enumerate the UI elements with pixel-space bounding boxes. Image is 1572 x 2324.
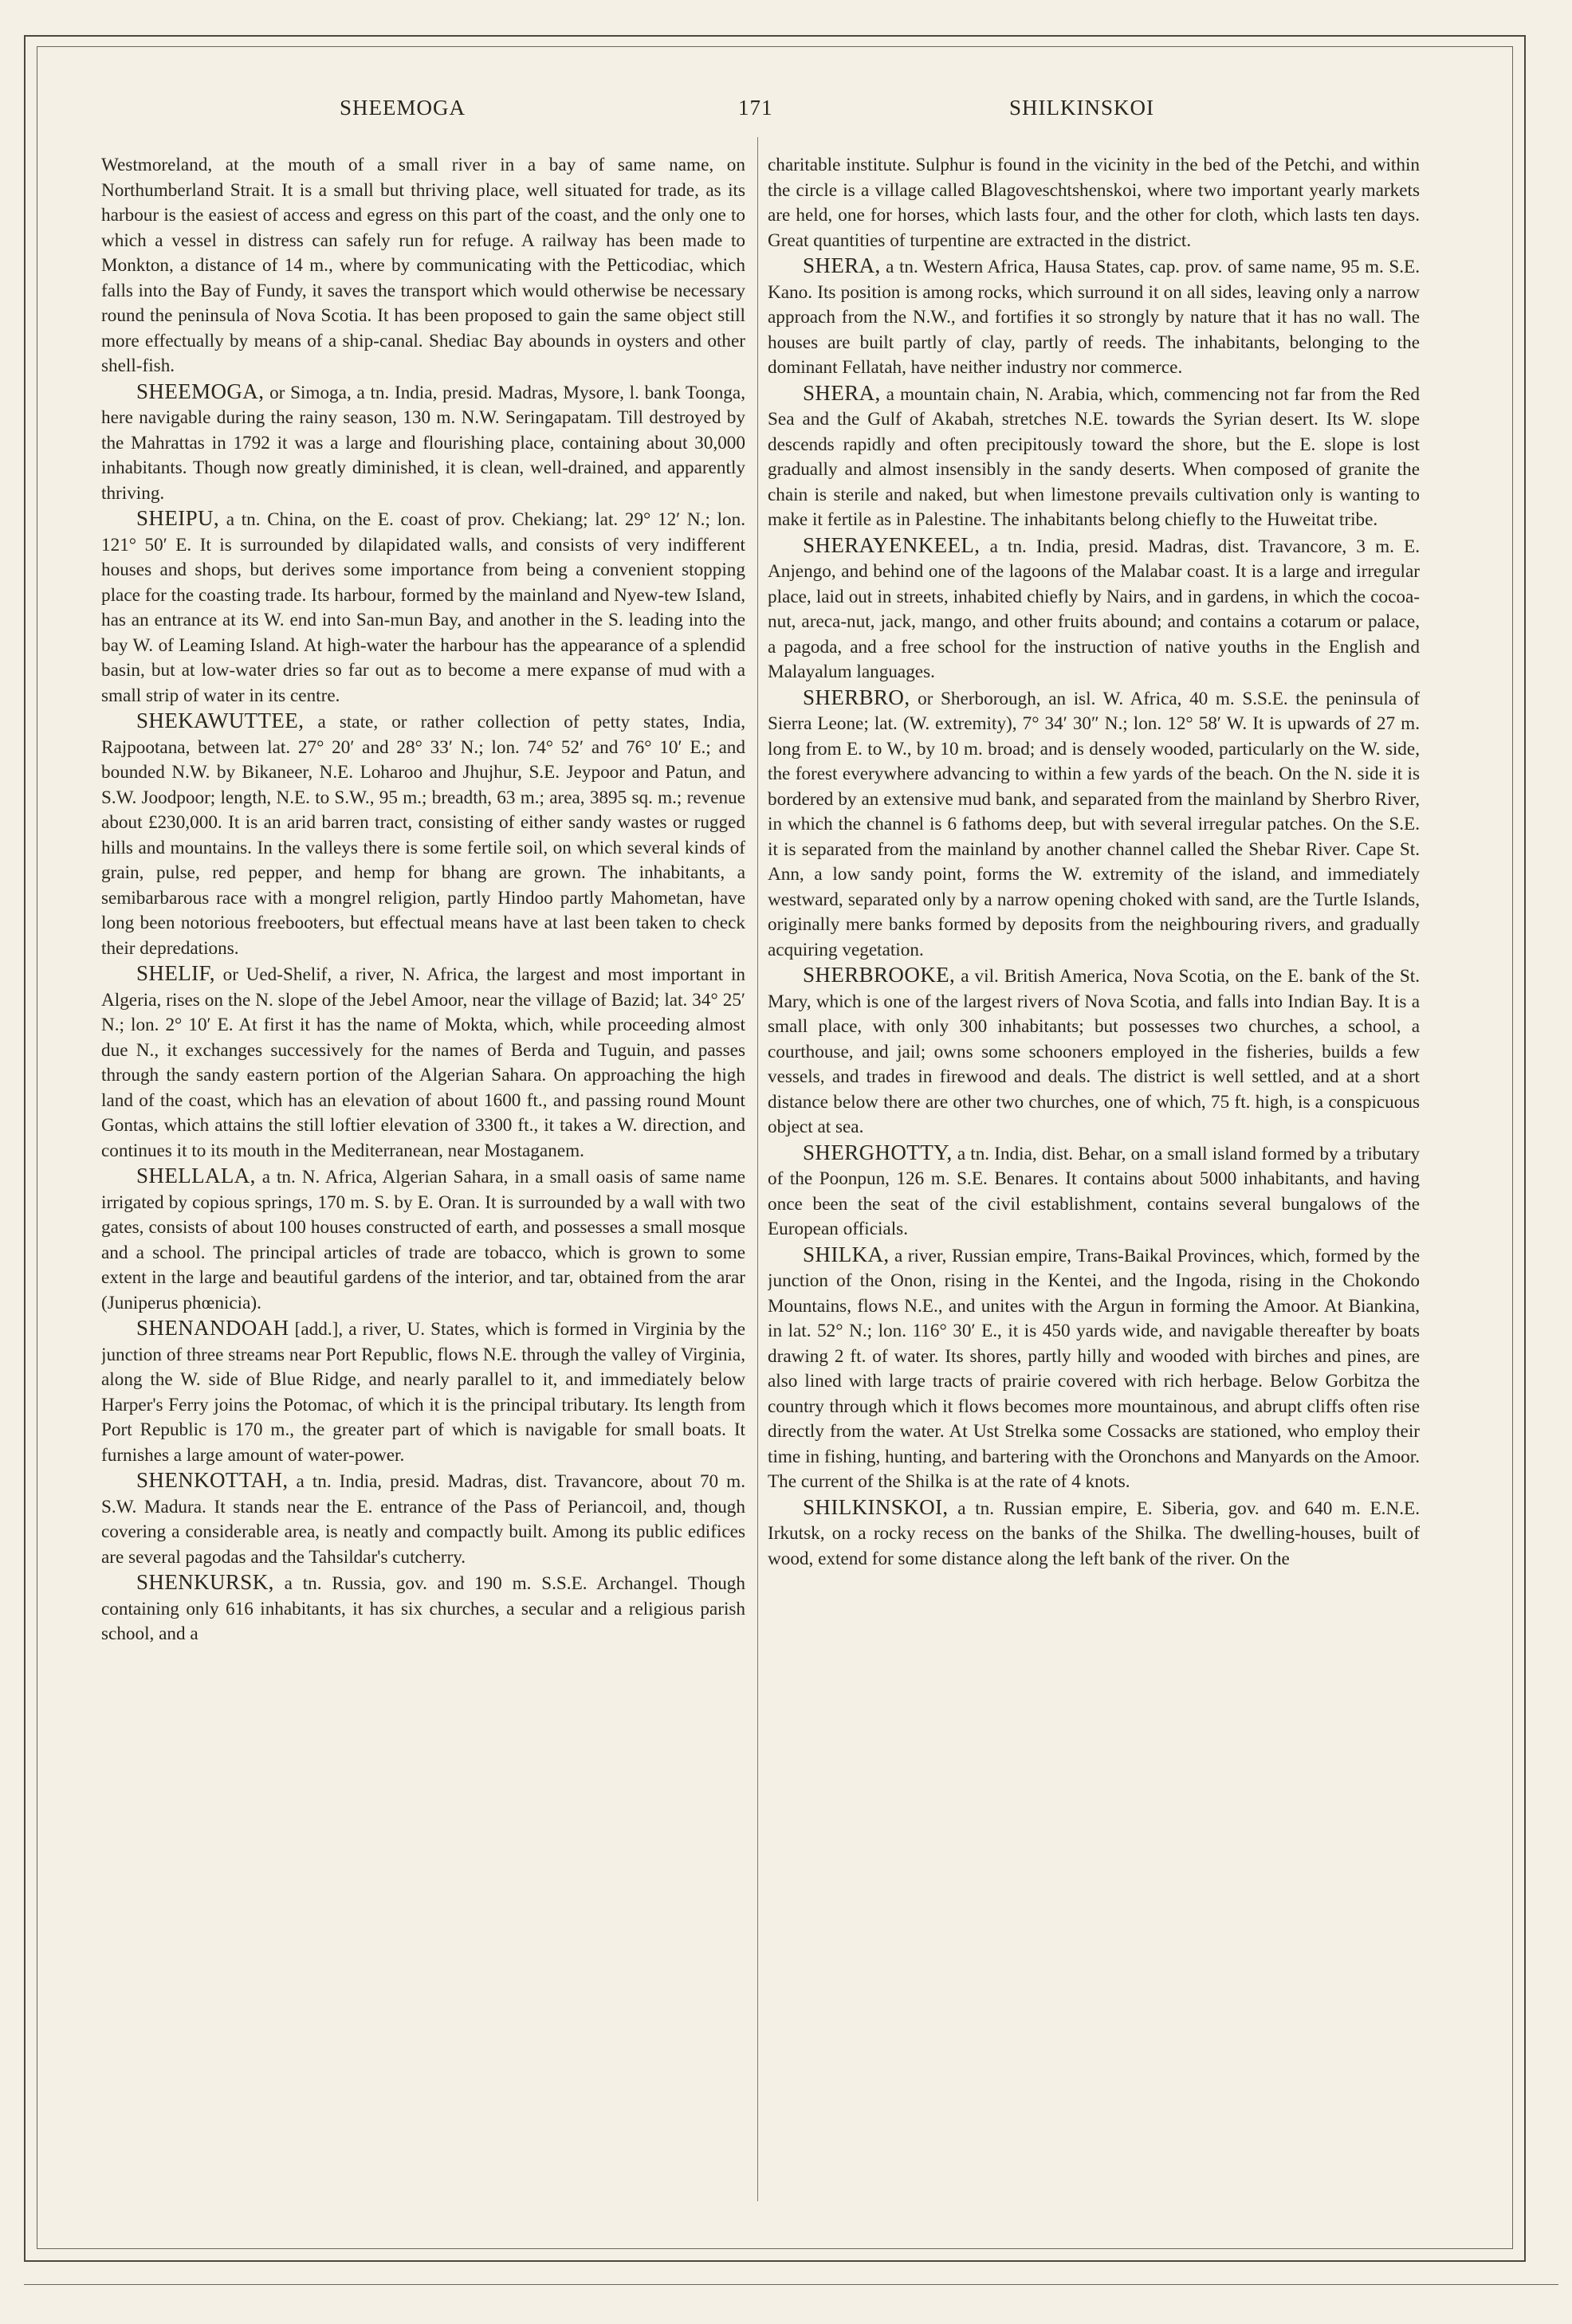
entry-headword: SHILKINSKOI, bbox=[803, 1494, 949, 1519]
entry-headword: SHERGHOTTY, bbox=[803, 1140, 953, 1164]
entry-paragraph bbox=[768, 1242, 1420, 1495]
entry-paragraph bbox=[101, 1164, 745, 1316]
entry-text: a tn. India, presid. Madras, dist. Travancore, 3 m. E. Anjengo, and behind one of the lagoons of the Malabar coast. It is a large and irregular place, laid out in streets, inhabited chiefly by Nairs, and in gardens, in which the cocoa-nut, areca-nut, jack, mango, and other fruits abound; and contains a cotarum or palace, a pagoda, and a free school for the instruction of native youths in the English and Malayalum languages. bbox=[768, 536, 1420, 682]
entry-headword: SHENKOTTAH, bbox=[136, 1468, 289, 1492]
entry-paragraph bbox=[101, 379, 745, 507]
entry-paragraph bbox=[101, 1570, 745, 1647]
entry-paragraph bbox=[768, 533, 1420, 685]
entry-paragraph bbox=[101, 506, 745, 709]
entry-text: a vil. British America, Nova Scotia, on the E. bank of the St. Mary, which is one of the largest rivers of Nova Scotia, and falls into Indian Bay. It is a small place, with only 300 inhabitants; but possesses two churches, a school, a courthouse, and jail; owns some schooners employed in the fisheries, builds a few vessels, and trades in firewood and deals. The district is well settled, and at a short distance below there are other two churches, one of which, 75 ft. high, is a conspicuous object at sea. bbox=[768, 966, 1420, 1137]
entry-paragraph bbox=[768, 1140, 1420, 1242]
entry-paragraph bbox=[768, 685, 1420, 964]
entry-text: a tn. Western Africa, Hausa States, cap. prov. of same name, 95 m. S.E. Kano. Its position is among rocks, which surround it on all sides, leaving only a narrow approach from the N.W., and fortifies it so strongly by nature that it has no wall. The houses are built partly of clay, partly of reeds. The inhabitants, belonging to the dominant Fellatah, have neither industry nor commerce. bbox=[768, 257, 1420, 378]
entry-text: or Ued-Shelif, a river, N. Africa, the largest and most important in Algeria, rises on the N. slope of the Jebel Amoor, near the village of Bazid; lat. 34° 25′ N.; lon. 2° 10′ E. At first it has the name of Mokta, which, while proceeding almost due N., it exchanges successively for the names of Berda and Tuguin, and passes through the sandy eastern portion of the Algerian Sahara. On approaching the high land of the coast, which has an elevation of about 1600 ft., and passing round Mount Gontas, which attains the still loftier elevation of 3300 ft., it takes a W. direction, and continues it to its mouth in the Mediterranean, near Mostaganem. bbox=[101, 964, 745, 1161]
header-right-guide-word: SHILKINSKOI bbox=[1009, 96, 1154, 120]
entry-text: a tn. India, dist. Behar, on a small island formed by a tributary of the Poonpun, 126 m. S.E. Benares. It contains about 5000 inhabitants, and having once been the seat of the civil establishment, contains several bungalows of the European officials. bbox=[768, 1143, 1420, 1239]
entry-text: or Sherborough, an isl. W. Africa, 40 m. S.S.E. the peninsula of Sierra Leone; lat. (W. extremity), 7° 34′ 30″ N.; lon. 12° 58′ W. It is upwards of 27 m. long from E. to W., by 10 m. broad; and is densely wooded, particularly on the W. side, the forest everywhere advancing to within a few yards of the beach. On the N. side it is bordered by an extensive mud bank, and separated from the mainland by Sherbro River, in which the channel is 6 fathoms deep, but with several irregular patches. On the S.E. it is separated from the mainland by another channel called the Shebar River. Cape St. Ann, a low sandy point, forms the W. extremity of the island, and immediately westward, separated only by a narrow opening choked with sand, are the Turtle Islands, originally mere banks formed by deposits from the neighbouring rivers, and gradually acquiring vegetation. bbox=[768, 688, 1420, 960]
entry-text: [add.], a river, U. States, which is formed in Virginia by the junction of three streams near Port Republic, flows N.E. through the valley of Virginia, along the W. side of Blue Ridge, and nearly parallel to it, and immediately below Harper's Ferry joins the Potomac, of which it is the principal tributary. Its length from Port Republic is 170 m., the greater part of which is navigable for small boats. It furnishes a large amount of water-power. bbox=[101, 1319, 745, 1466]
right-column bbox=[768, 151, 1420, 2198]
entry-text: a tn. India, presid. Madras, dist. Travancore, about 70 m. S.W. Madura. It stands near the E. entrance of the Pass of Periancoil, and, though covering a considerable area, is neatly and compactly built. Among its public edifices are several pagodas and the Tahsildar's cutcherry. bbox=[101, 1471, 745, 1568]
entry-paragraph bbox=[768, 151, 1420, 253]
entry-paragraph bbox=[101, 961, 745, 1164]
header-left-guide-word: SHEEMOGA bbox=[340, 96, 466, 120]
running-header bbox=[77, 96, 1400, 128]
entry-paragraph bbox=[768, 963, 1420, 1140]
entry-headword: SHERBRO, bbox=[803, 685, 910, 709]
entry-paragraph bbox=[101, 709, 745, 961]
entry-headword: SHERBROOKE, bbox=[803, 963, 956, 987]
entry-text: a mountain chain, N. Arabia, which, commencing not far from the Red Sea and the Gulf of Akabah, stretches N.E. towards the Syrian desert. Its W. slope descends rapidly and often precipitously toward the shore, but the E. slope is lost gradually and almost insensibly in the sandy deserts. When composed of granite the chain is sterile and naked, but when limestone prevails cultivation only is wanting to make it fertile as in Palestine. The inhabitants belong chiefly to the Huweitat tribe. bbox=[768, 383, 1420, 530]
entry-headword: SHEEMOGA, bbox=[136, 379, 265, 403]
entry-paragraph bbox=[768, 1495, 1420, 1572]
entry-headword: SHILKA, bbox=[803, 1242, 890, 1266]
entry-text: or Simoga, a tn. India, presid. Madras, Mysore, l. bank Toonga, here navigable during the rainy season, 130 m. N.W. Seringapatam. Till destroyed by the Mahrattas in 1792 it was a large and flourishing place, containing about 30,000 inhabitants. Though now greatly diminished, it is clean, well-drained, and apparently thriving. bbox=[101, 382, 745, 504]
page-bottom-rule bbox=[24, 2284, 1558, 2285]
entry-headword: SHEKAWUTTEE, bbox=[136, 709, 305, 732]
entry-paragraph bbox=[101, 1468, 745, 1570]
entry-text: charitable institute. Sulphur is found in the vicinity in the bed of the Petchi, and within the circle is a village called Blagoveschtshenskoi, where two important yearly markets are held, one for horses, which lasts four, and the other for cloth, which lasts ten days. Great quantities of turpentine are extracted in the district. bbox=[768, 155, 1420, 251]
entry-text: a state, or rather collection of petty states, India, Rajpootana, between lat. 27° 20′ and 28° 33′ N.; lon. 74° 52′ and 76° 10′ E.; and bounded N.W. by Bikaneer, N.E. Loharoo and Jhujhur, S.E. Jeypoor and Patun, and S.W. Joodpoor; length, N.E. to S.W., 95 m.; breadth, 63 m.; area, 3895 sq. m.; revenue about £230,000. It is an arid barren tract, consisting of either sandy wastes or rugged hills and mountains. In the valleys there is some fertile soil, on which several kinds of grain, pulse, red pepper, and hemp for bhang are grown. The inhabitants, a semibarbarous race with a mongrel religion, partly Hindoo partly Mahometan, have long been notorious freebooters, but effectual means have at last been taken to check their depredations. bbox=[101, 712, 745, 959]
entry-paragraph bbox=[101, 151, 745, 379]
entry-text: Westmoreland, at the mouth of a small river in a bay of same name, on Northumberland Strait. It is a small but thriving place, well situated for trade, as its harbour is the easiest of access and egress on this part of the coast, and the only one to which a vessel in distress can safely run for refuge. A railway has been made to Monkton, a distance of 14 m., where by communicating with the Petticodiac, which falls into the Bay of Fundy, it saves the transport which would otherwise be necessary round the peninsula of Nova Scotia. It has been proposed to gain the same object still more effectually by means of a ship-canal. Shediac Bay abounds in oysters and other shell-fish. bbox=[101, 155, 745, 376]
entry-headword: SHERA, bbox=[803, 380, 881, 405]
entry-text: a tn. China, on the E. coast of prov. Chekiang; lat. 29° 12′ N.; lon. 121° 50′ E. It is surrounded by dilapidated walls, and consists of very indifferent houses and shops, but derives some importance from being a convenient stopping place for the coasting trade. Its harbour, formed by the mainland and Nyew-tew Island, has an entrance at its W. end into San-mun Bay, and another in the S. leading into the bay W. of Leaming Island. At high-water the harbour has the appearance of a splendid basin, but at low-water dries so far out as to become a mere expanse of mud with a small strip of water in its centre. bbox=[101, 509, 745, 706]
entry-text: a tn. Russian empire, E. Siberia, gov. and 640 m. E.N.E. Irkutsk, on a rocky recess on the banks of the Shilka. The dwelling-houses, built of wood, extend for some distance along the left bank of the river. On the bbox=[768, 1498, 1420, 1569]
entry-headword: SHERA, bbox=[803, 253, 881, 277]
entry-headword: SHENANDOAH bbox=[136, 1316, 289, 1340]
entry-headword: SHELIF, bbox=[136, 961, 215, 985]
entry-text: a tn. N. Africa, Algerian Sahara, in a small oasis of same name irrigated by copious springs, 170 m. S. by E. Oran. It is surrounded by a wall with two gates, consists of about 100 houses constructed of earth, and possesses a small mosque and a school. The principal articles of trade are tobacco, which is grown to some extent in the large and beautiful gardens of the interior, and tar, obtained from the arar (Juniperus phœnicia). bbox=[101, 1167, 745, 1313]
entry-paragraph bbox=[768, 253, 1420, 381]
entry-text: a tn. Russia, gov. and 190 m. S.S.E. Archangel. Though containing only 616 inhabitants, it has six churches, a secular and a religious parish school, and a bbox=[101, 1573, 745, 1644]
entry-headword: SHELLALA, bbox=[136, 1164, 256, 1188]
page-number: 171 bbox=[738, 96, 773, 120]
entry-paragraph bbox=[768, 381, 1420, 533]
entry-headword: SHEIPU, bbox=[136, 506, 220, 530]
entry-text: a river, Russian empire, Trans-Baikal Provinces, which, formed by the junction of the Onon, rising in the Kentei, and the Ingoda, rising in the Chokondo Mountains, flows N.E., and unites with the Argun in forming the Amoor. At Biankina, in lat. 52° N.; lon. 116° 30′ E., it is 450 yards wide, and navigable thereafter by boats drawing 2 ft. of water. Its shores, partly hilly and wooded with birches and pines, are also lined with large tracts of prairie covered with rich herbage. Below Gorbitza the country through which it flows becomes more mountainous, and abrupt cliffs often rise directly from the water. At Ust Strelka some Cossacks are stationed, who employ their time in fishing, hunting, and bartering with the Oronchons and Manyards on the Amoor. The current of the Shilka is at the rate of 4 knots. bbox=[768, 1245, 1420, 1492]
entry-paragraph bbox=[101, 1316, 745, 1468]
column-divider bbox=[757, 137, 758, 2201]
entry-headword: SHENKURSK, bbox=[136, 1570, 274, 1594]
left-column bbox=[101, 151, 745, 2198]
entry-headword: SHERAYENKEEL, bbox=[803, 532, 981, 557]
